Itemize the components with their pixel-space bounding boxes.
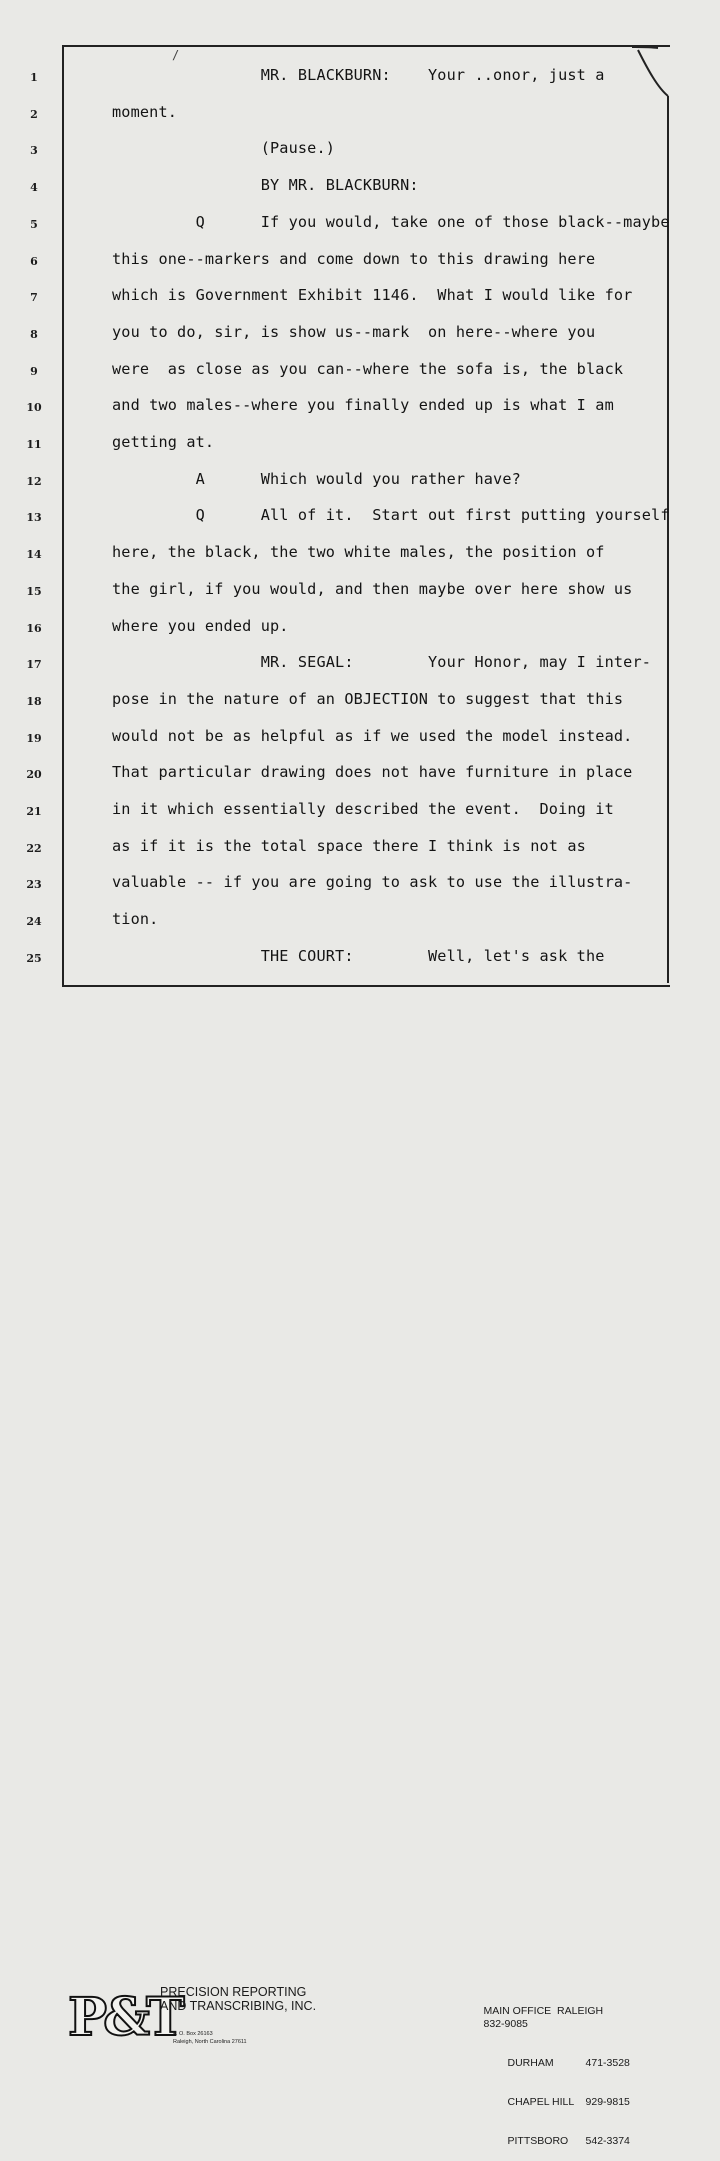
line-number: 5 bbox=[30, 217, 38, 231]
transcript-line: MR. SEGAL: Your Honor, may I inter- bbox=[112, 653, 652, 672]
line-number: 2 bbox=[30, 107, 38, 121]
stray-mark: / bbox=[172, 48, 180, 62]
company-line-1: PRECISION REPORTING bbox=[160, 1985, 307, 1999]
transcript-line: here, the black, the two white males, the position of bbox=[112, 543, 605, 562]
transcript-line: which is Government Exhibit 1146. What I would like for bbox=[112, 286, 633, 305]
office-row bbox=[466, 2083, 630, 2122]
line-number: 1 bbox=[30, 71, 38, 84]
transcript-line: where you ended up. bbox=[112, 616, 289, 635]
line-number: 21 bbox=[26, 805, 42, 818]
address: Raleigh, North Carolina 27611 bbox=[173, 2039, 247, 2045]
line-number: 14 bbox=[26, 548, 42, 562]
transcript-line: Q All of it. Start out first putting yourself bbox=[112, 506, 670, 525]
office-phone: 542-3374 bbox=[585, 2135, 630, 2147]
transcript-line: valuable -- if you are going to ask to use the illustra- bbox=[112, 873, 633, 892]
line-number: 4 bbox=[30, 181, 38, 195]
line-number: 20 bbox=[26, 768, 42, 782]
line-number: 15 bbox=[26, 584, 42, 598]
office-label: MAIN OFFICE RALEIGH bbox=[483, 2005, 604, 2017]
company-name bbox=[160, 1985, 316, 2013]
transcript-line: moment. bbox=[112, 102, 178, 121]
transcript-line: and two males--where you finally ended up is what I am bbox=[112, 396, 614, 415]
transcript-line: pose in the nature of an OBJECTION to suggest that this bbox=[112, 689, 624, 708]
transcript-line: That particular drawing does not have furniture in place bbox=[112, 763, 633, 782]
transcript-line: tion. bbox=[112, 910, 159, 929]
line-number: 10 bbox=[26, 401, 42, 415]
office-label: CHAPEL HILL bbox=[507, 2096, 575, 2108]
office-row bbox=[466, 2044, 630, 2083]
line-number: 23 bbox=[26, 878, 42, 892]
office-row bbox=[466, 1992, 630, 2044]
line-number: 3 bbox=[30, 144, 38, 158]
transcript-line: were as close as you can--where the sofa is, the black bbox=[112, 359, 624, 378]
transcript-line: the girl, if you would, and then maybe over here show us bbox=[112, 579, 633, 598]
line-number: 25 bbox=[26, 951, 42, 965]
line-number: 17 bbox=[26, 658, 42, 672]
transcript-line: Q If you would, take one of those black--maybe bbox=[112, 212, 670, 231]
transcript-line: in it which essentially described the event. Doing it bbox=[112, 800, 614, 818]
transcript-line: would not be as helpful as if we used the model instead. bbox=[112, 726, 633, 745]
po-box: P. O. Box 26163 bbox=[173, 2031, 213, 2037]
office-label: DURHAM bbox=[507, 2057, 554, 2069]
folded-corner bbox=[630, 40, 690, 110]
transcript-line: as if it is the total space there I think is not as bbox=[112, 836, 586, 855]
office-phone: 471-3528 bbox=[585, 2057, 630, 2069]
transcript-line: MR. BLACKBURN: Your ..onor, just a bbox=[112, 66, 605, 84]
office-row bbox=[466, 2122, 630, 2161]
line-number: 13 bbox=[26, 511, 42, 525]
line-number: 12 bbox=[26, 474, 42, 488]
office-phone: 929-9815 bbox=[585, 2096, 630, 2108]
line-number: 6 bbox=[30, 254, 38, 268]
line-number: 16 bbox=[26, 621, 42, 635]
transcript-line: you to do, sir, is show us--mark on here--where you bbox=[112, 322, 596, 341]
transcript-line: this one--markers and come down to this drawing here bbox=[112, 249, 596, 268]
office-phone: 832-9085 bbox=[483, 2018, 528, 2030]
transcript-line: (Pause.) bbox=[112, 139, 336, 158]
logo: P&T bbox=[68, 1987, 181, 2048]
transcript-line: BY MR. BLACKBURN: bbox=[112, 176, 419, 195]
transcript-line: A Which would you rather have? bbox=[112, 469, 521, 488]
transcript-line: getting at. bbox=[112, 433, 215, 451]
line-number: 11 bbox=[26, 438, 42, 451]
line-number: 8 bbox=[30, 327, 38, 341]
office-list bbox=[466, 1992, 630, 2161]
line-number: 24 bbox=[26, 915, 42, 929]
transcript-line: THE COURT: Well, let's ask the bbox=[112, 946, 605, 965]
line-number: 18 bbox=[26, 694, 42, 708]
company-line-2: AND TRANSCRIBING, INC. bbox=[160, 1999, 317, 2013]
company-address bbox=[173, 2030, 247, 2046]
line-number: 7 bbox=[30, 291, 38, 305]
line-number: 22 bbox=[26, 841, 42, 855]
footer bbox=[0, 990, 720, 2147]
line-number: 19 bbox=[26, 731, 42, 745]
line-number: 9 bbox=[30, 364, 38, 378]
office-label: PITTSBORO bbox=[507, 2135, 569, 2147]
